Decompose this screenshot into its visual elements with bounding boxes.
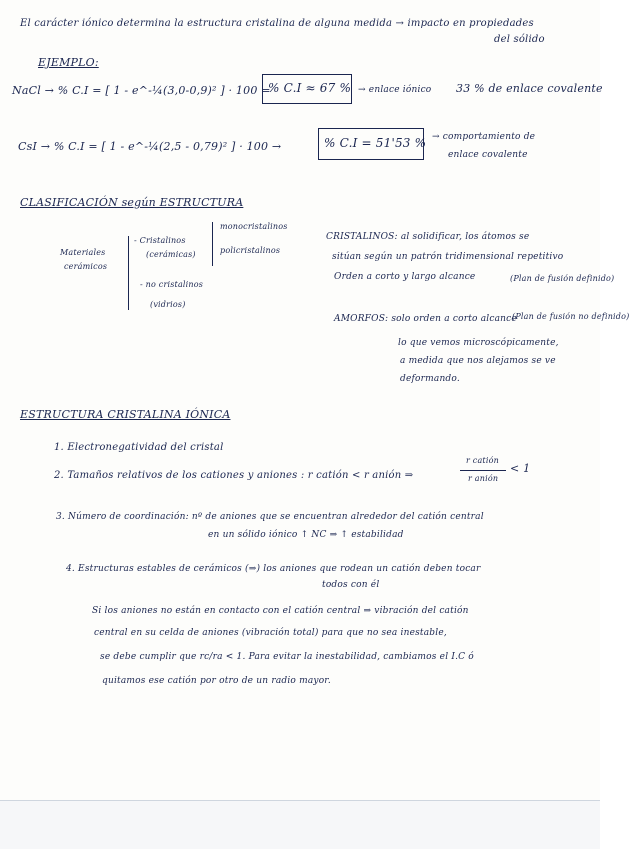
intro-line-1: El carácter iónico determina la estructura cristalina de alguna medida → impacto en propiedades <box>20 18 534 29</box>
ionic-item-3b: en un sólido iónico ↑ NC ⇒ ↑ estabilidad <box>208 530 404 540</box>
crystalline-label-1: - Cristalinos <box>134 236 186 245</box>
nacl-note-2: 33 % de enlace covalente <box>456 82 603 95</box>
brace-main <box>128 236 129 310</box>
intro-line-2: del sólido <box>494 34 545 45</box>
csi-note-1: → comportamiento de <box>432 132 536 142</box>
ionic-item-4a: 4. Estructuras estables de cerámicos (⇒) los aniones que rodean un catión deben tocar <box>66 564 481 574</box>
ionic-item-4b: todos con él <box>322 580 380 590</box>
amorphous-def-2: lo que vemos microscópicamente, <box>398 338 559 348</box>
ionic-item-2-denominator: r anión <box>468 474 499 483</box>
csi-result: % C.I = 51'53 % <box>324 136 427 150</box>
materials-label-2: cerámicos <box>64 262 108 271</box>
ionic-heading: ESTRUCTURA CRISTALINA IÓNICA <box>20 408 231 421</box>
scan-edge <box>0 800 600 849</box>
nacl-result: % C.I ≈ 67 % <box>268 81 352 95</box>
paragraph-line-3: se debe cumplir que rc/ra < 1. Para evitar la inestabilidad, cambiamos el I.C ó <box>100 652 474 662</box>
noncrystalline-label-2: (vidrios) <box>150 300 186 309</box>
crystalline-def-2: sitúan según un patrón tridimensional repetitivo <box>332 252 564 262</box>
materials-label-1: Materiales <box>60 248 106 257</box>
classification-heading: CLASIFICACIÓN según ESTRUCTURA <box>20 196 244 209</box>
noncrystalline-label-1: - no cristalinos <box>140 280 204 289</box>
fraction-bar <box>460 470 506 471</box>
amorphous-def-1: AMORFOS: solo orden a corto alcance <box>334 314 517 324</box>
csi-note-2: enlace covalente <box>448 150 528 160</box>
ionic-item-2-end: < 1 <box>510 462 531 475</box>
nacl-formula: NaCl → % C.I = [ 1 - e^-¼(3,0-0,9)² ] · 100 = <box>12 84 271 97</box>
amorphous-def-3: a medida que nos alejamos se ve <box>400 356 556 366</box>
amorphous-def-4: deformando. <box>400 374 460 384</box>
nacl-note: → enlace iónico <box>358 85 432 95</box>
crystalline-def-4: (Plan de fusión definido) <box>510 274 615 283</box>
crystalline-def-1: CRISTALINOS: al solidificar, los átomos se <box>326 232 530 242</box>
paragraph-line-4: quitamos ese catión por otro de un radio mayor. <box>102 676 331 686</box>
paragraph-line-2: central en su celda de aniones (vibración total) para que no sea inestable, <box>94 628 447 638</box>
poly-label: policristalinos <box>220 246 281 255</box>
ionic-item-2-numerator: r catión <box>466 456 499 465</box>
mono-label: monocristalinos <box>220 222 288 231</box>
ionic-item-3a: 3. Número de coordinación: nº de aniones que se encuentran alrededor del catión central <box>56 512 484 522</box>
crystalline-def-3: Orden a corto y largo alcance <box>334 272 476 282</box>
amorphous-def-1b: (Plan de fusión no definido) <box>512 312 629 321</box>
brace-crystalline <box>212 222 213 266</box>
csi-formula: CsI → % C.I = [ 1 - e^-¼(2,5 - 0,79)² ] · 100 → <box>18 140 282 153</box>
example-heading: EJEMPLO: <box>38 56 99 69</box>
paragraph-line-1: Si los aniones no están en contacto con el catión central ⇒ vibración del catión <box>92 606 469 616</box>
ionic-item-2: 2. Tamaños relativos de los cationes y aniones : r catión < r anión ⇒ <box>54 470 414 481</box>
ionic-item-1: 1. Electronegatividad del cristal <box>54 442 224 453</box>
crystalline-label-2: (cerámicas) <box>146 250 196 259</box>
